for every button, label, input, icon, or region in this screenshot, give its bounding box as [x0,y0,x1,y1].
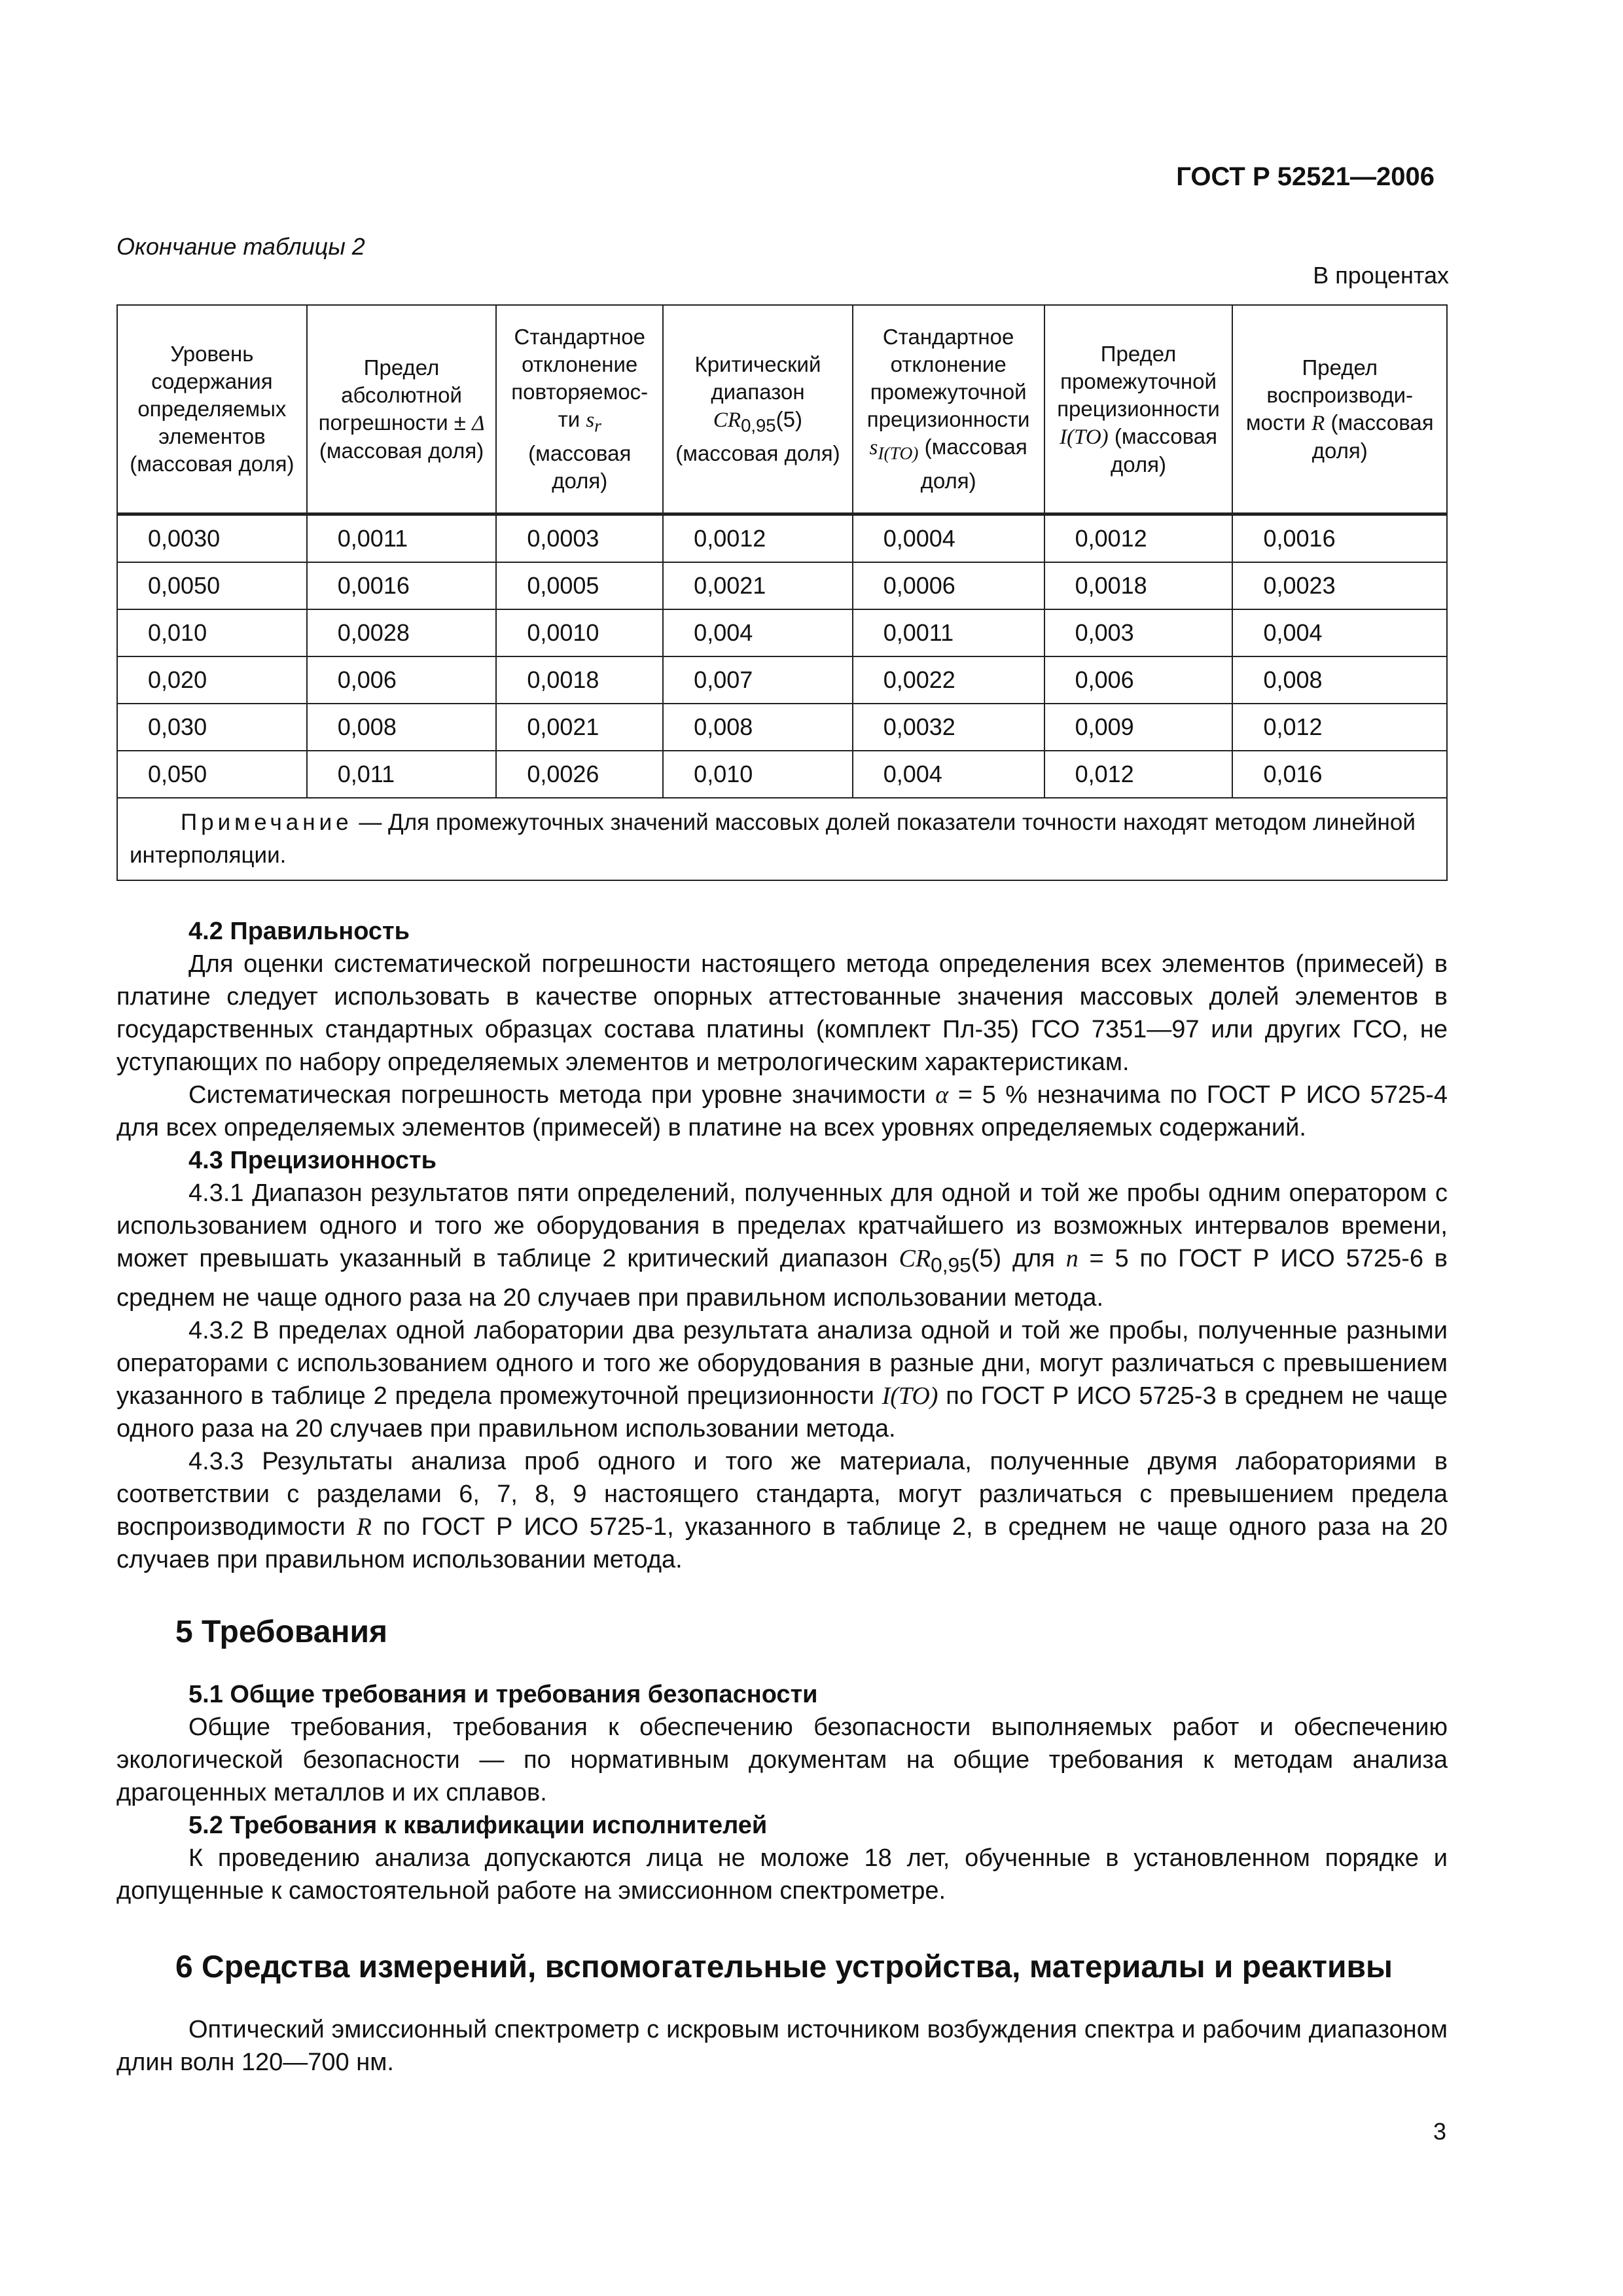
table-cell: 0,0026 [496,751,663,798]
section-6-text: Оптический эмиссионный спектрометр с искровым источником возбуждения спектра и рабочим диапазоном длин волн 120—700 нм. [116,2016,1448,2076]
col-header-reproducibility: Предел воспроизводи- мости R (массовая доля) [1232,305,1447,514]
section-5-1-text: Общие требования, требования к обеспечению безопасности выполняемых работ и обеспечению экологической безопасности — по нормативным документам на общие требования к методам анализа драгоценных металлов и их сплавов. [116,1713,1448,1806]
section-4-2-paragraph-1: Для оценки систематической погрешности настоящего метода определения всех элементов (примесей) в платине следует использовать в качестве опорных аттестованные значения массовых долей элементов в государственных стандартных образцах состава платины (комплект Пл-35) ГСО 7351—97 или других ГСО, не уступающих по набору определяемых элементов и метрологическим характеристикам. [116,950,1448,1076]
table-cell: 0,0011 [307,514,497,563]
table-note [117,798,1447,880]
table-cell: 0,012 [1232,704,1447,751]
page-number: 3 [1433,2118,1446,2145]
section-4-3-3: 4.3.3 Результаты анализа проб одного и того же материала, полученные двумя лабораториями в соответствии с разделами 6, 7, 8, 9 настоящего стандарта, могут различаться с превышением предела воспроизводимости R по ГОСТ Р ИСО 5725-1, указанного в таблице 2, в среднем не чаще одного раза на 20 случаев при правильном использовании метода. [116,1447,1448,1573]
table-cell: 0,0028 [307,609,497,656]
col-header-critical-range: Критический диапазон $CR_{0,95}(5)$ (массовая доля) [663,305,853,514]
table-cell: 0,0022 [853,656,1044,704]
section-6-title: 6 Средства измерений, вспомогательные устройства, материалы и реактивы [175,1950,1393,1984]
table-row [117,751,1447,798]
table-cell: 0,006 [1044,656,1233,704]
main-text [116,915,1448,1576]
table-cell: 0,0021 [496,704,663,751]
col-header-level: Уровень содержания определяемых элементов (массовая доля) [117,305,307,514]
table-cell: 0,050 [117,751,307,798]
table-cell: 0,0003 [496,514,663,563]
table-cell: 0,0032 [853,704,1044,751]
table-cell: 0,006 [307,656,497,704]
table-cell: 0,0021 [663,562,853,609]
col-header-intermediate-sd: Стандартное отклонение промежуточной прецизионности $s_{I(TO)}$ (массовая доля) [853,305,1044,514]
table-units: В процентах [1313,262,1449,289]
table-cell: 0,016 [1232,751,1447,798]
table-cell: 0,0018 [1044,562,1233,609]
table-cell: 0,0016 [307,562,497,609]
document-code: ГОСТ Р 52521—2006 [1176,162,1435,191]
table-cell: 0,008 [663,704,853,751]
table-cell: 0,0018 [496,656,663,704]
table-cell: 0,007 [663,656,853,704]
table-cell: 0,0005 [496,562,663,609]
table-caption: Окончание таблицы 2 [116,233,365,260]
table-note-row [117,798,1447,880]
table-cell: 0,004 [663,609,853,656]
section-4-3-2: 4.3.2 В пределах одной лаборатории два результата анализа одной и той же пробы, полученные разными операторами с использованием одного и того же оборудования в разные дни, могут различаться с превышением указанного в таблице 2 предела промежуточной прецизионности I(TO) по ГОСТ Р ИСО 5725-3 в среднем не чаще одного раза на 20 случаев при правильном использовании метода. [116,1316,1448,1443]
note-label: Примечание [181,810,353,835]
section-4-2-title: 4.2 Правильность [188,918,410,945]
table-cell: 0,011 [307,751,497,798]
table-row [117,609,1447,656]
table-cell: 0,0030 [117,514,307,563]
table-cell: 0,0012 [1044,514,1233,563]
section-6 [116,1948,1448,2079]
section-4-3-1: 4.3.1 Диапазон результатов пяти определений, полученных для одной и той же пробы одним оператором с использованием одного и того же оборудования в пределах кратчайшего из возможных интервалов времени, может превышать указанный в таблице 2 критический диапазон $CR_{0,95}(5)$ для n = 5 по ГОСТ Р ИСО 5725-6 в среднем не чаще одного раза на 20 случаев при правильном использовании метода. [116,1179,1448,1312]
section-4-2-paragraph-2: Систематическая погрешность метода при уровне значимости α = 5 % незначима по ГОСТ Р ИСО 5725-4 для всех определяемых элементов (примесей) в платине на всех уровнях определяемых содержаний. [116,1081,1448,1141]
section-4-3-title: 4.3 Прецизионность [188,1147,437,1174]
table-cell: 0,0023 [1232,562,1447,609]
table-cell: 0,004 [853,751,1044,798]
section-5 [116,1613,1448,1907]
table-cell: 0,010 [117,609,307,656]
table-row [117,562,1447,609]
table-cell: 0,0011 [853,609,1044,656]
table-row [117,704,1447,751]
table-cell: 0,020 [117,656,307,704]
table-cell: 0,0050 [117,562,307,609]
table-row [117,514,1447,563]
note-text: — Для промежуточных значений массовых долей показатели точности находят методом линейной интерполяции. [130,810,1416,868]
table-cell: 0,010 [663,751,853,798]
table-cell: 0,003 [1044,609,1233,656]
section-5-2-title: 5.2 Требования к квалификации исполнителей [188,1812,768,1839]
table-row [117,656,1447,704]
section-5-title: 5 Требования [175,1615,387,1649]
table-cell: 0,012 [1044,751,1233,798]
table-cell: 0,0012 [663,514,853,563]
table-header-row [117,305,1447,514]
section-5-1-title: 5.1 Общие требования и требования безопасности [188,1681,818,1708]
table-cell: 0,0006 [853,562,1044,609]
table-cell: 0,0016 [1232,514,1447,563]
accuracy-table [116,304,1448,881]
table-cell: 0,009 [1044,704,1233,751]
table-cell: 0,0010 [496,609,663,656]
section-5-2-text: К проведению анализа допускаются лица не моложе 18 лет, обученные в установленном порядке и допущенные к самостоятельной работе на эмиссионном спектрометре. [116,1844,1448,1905]
table-cell: 0,030 [117,704,307,751]
table-cell: 0,0004 [853,514,1044,563]
table-cell: 0,008 [1232,656,1447,704]
col-header-repeatability-sd: Стандартное отклонение повторяемос- ти $s_r$ (массовая доля) [496,305,663,514]
col-header-abs-error: Предел абсолютной погрешности ± Δ (массовая доля) [307,305,497,514]
table-cell: 0,008 [307,704,497,751]
table-cell: 0,004 [1232,609,1447,656]
col-header-intermediate-limit: Предел промежуточной прецизионности I(TO) (массовая доля) [1044,305,1233,514]
